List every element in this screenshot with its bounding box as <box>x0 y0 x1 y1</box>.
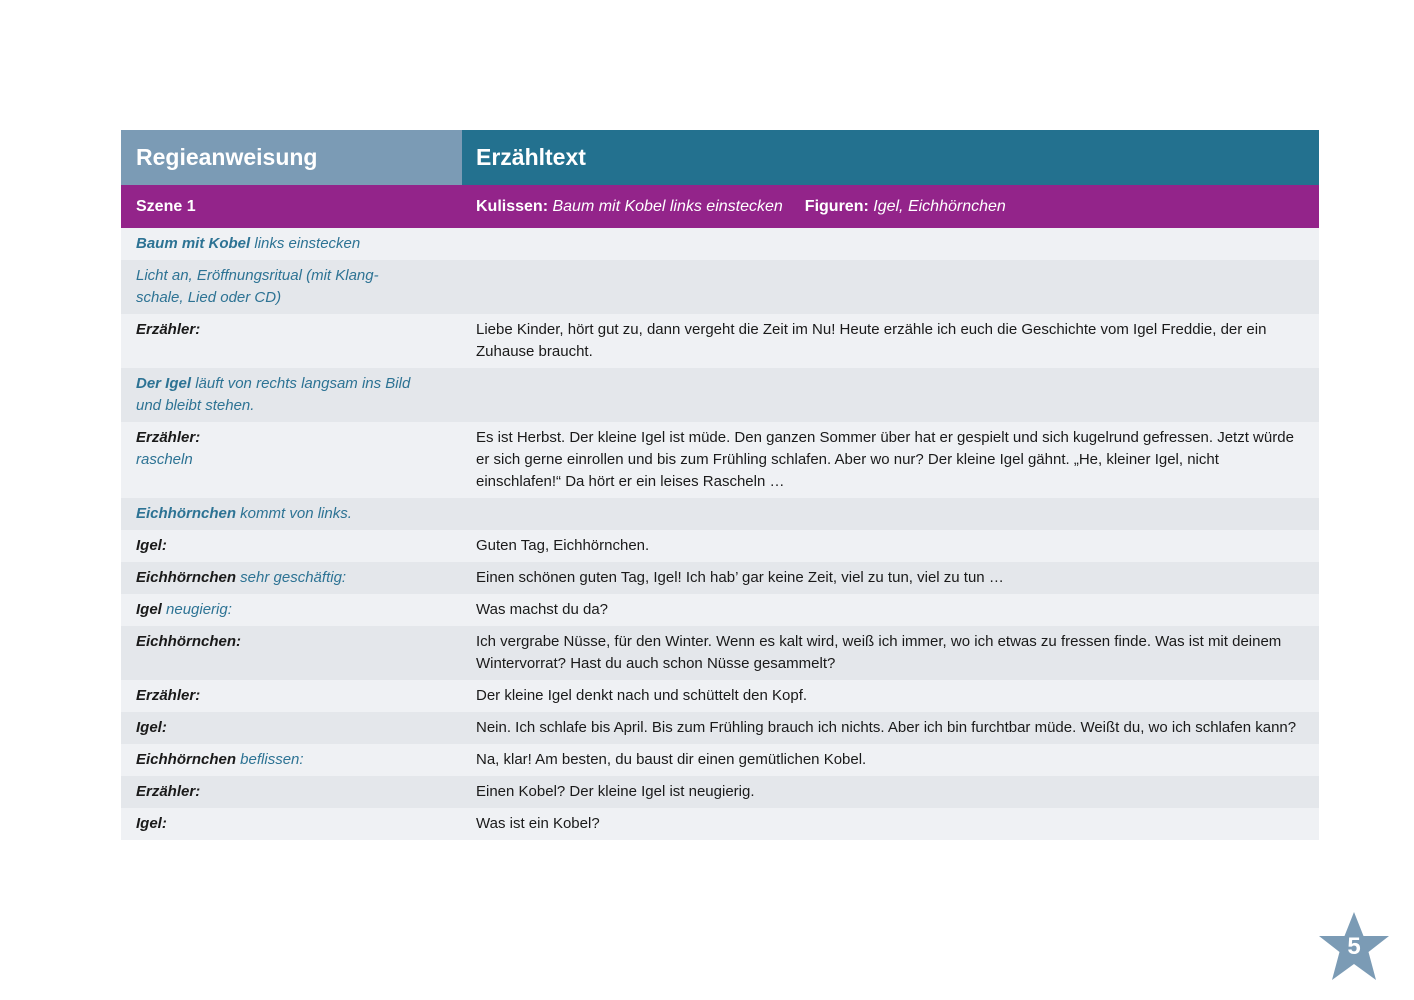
table-row <box>121 776 1319 808</box>
script-table <box>121 130 1319 840</box>
direction-cell <box>121 808 462 840</box>
direction-cell <box>121 712 462 744</box>
direction-cell <box>121 260 462 314</box>
narrative-cell: Einen schönen guten Tag, Igel! Ich hab’ gar keine Zeit, viel zu tun, viel zu tun … <box>476 569 1004 586</box>
narrative-cell <box>462 368 1319 422</box>
speaker-label: Eichhörnchen <box>136 569 237 586</box>
direction-cell <box>121 422 462 498</box>
speaker-label: Igel <box>136 601 162 618</box>
direction-cell <box>121 680 462 712</box>
speaker-label: Erzähler: <box>136 321 201 338</box>
narrative-cell <box>462 260 1319 314</box>
speaker-label: Erzähler: <box>136 687 201 704</box>
speaker-label: Igel: <box>136 719 167 736</box>
direction-cell <box>121 744 462 776</box>
figuren-value: Igel, Eichhörnchen <box>873 197 1006 215</box>
table-row <box>121 498 1319 530</box>
narrative-cell: Guten Tag, Eichhörnchen. <box>476 537 650 554</box>
stage-direction: neugierig: <box>161 601 232 618</box>
stage-direction: und bleibt stehen. <box>136 397 255 414</box>
kulissen-value: Baum mit Kobel links einstecken <box>552 197 783 215</box>
table-row <box>121 562 1319 594</box>
stage-direction: Licht an, Eröffnungsritual (mit Klang- <box>136 267 379 284</box>
narrative-cell: Einen Kobel? Der kleine Igel ist neugierig. <box>476 783 755 800</box>
table-row <box>121 808 1319 840</box>
narrative-cell <box>462 498 1319 530</box>
stage-direction: links einstecken <box>250 235 361 252</box>
scene-header <box>121 185 1319 228</box>
direction-cell <box>121 776 462 808</box>
narrative-cell: Ich vergrabe Nüsse, für den Winter. Wenn es kalt wird, weiß ich immer, wo ich etwas zu fressen finde. Was ist mit deinem Wintervorrat? Hast du auch schon Nüsse gesammelt? <box>476 633 1282 672</box>
table-row <box>121 368 1319 422</box>
table-row <box>121 712 1319 744</box>
stage-direction: sehr geschäftig: <box>236 569 347 586</box>
speaker-label: Eichhörnchen: <box>136 633 242 650</box>
narrative-cell: Was machst du da? <box>476 601 609 618</box>
direction-cell <box>121 594 462 626</box>
narrative-cell: Nein. Ich schlafe bis April. Bis zum Frühling brauch ich nichts. Aber ich bin furchtbar müde. Weißt du, wo ich schlafen kann? <box>476 719 1297 736</box>
table-row <box>121 228 1319 260</box>
speaker-label: Eichhörnchen <box>136 751 237 768</box>
stage-direction: läuft von rechts langsam ins Bild <box>191 375 411 392</box>
narrative-cell: Was ist ein Kobel? <box>476 815 600 832</box>
stage-direction: kommt von links. <box>236 505 352 522</box>
page-number: 5 <box>1347 933 1361 960</box>
table-row <box>121 744 1319 776</box>
direction-cell <box>121 626 462 680</box>
table-row <box>121 626 1319 680</box>
column-header-erzaehltext: Erzähltext <box>462 130 1319 185</box>
speaker-label: Igel: <box>136 537 167 554</box>
table-row <box>121 594 1319 626</box>
stage-direction-subject: Der Igel <box>136 375 192 392</box>
stage-direction: schale, Lied oder CD) <box>136 289 282 306</box>
direction-cell <box>121 368 462 422</box>
table-row <box>121 260 1319 314</box>
direction-cell <box>121 498 462 530</box>
direction-cell <box>121 228 462 260</box>
column-header-regieanweisung: Regieanweisung <box>121 130 462 185</box>
stage-direction-subject: Baum mit Kobel <box>136 235 251 252</box>
kulissen-label: Kulissen: <box>476 197 549 215</box>
figuren-label: Figuren: <box>804 197 869 215</box>
scene-details <box>462 185 1319 228</box>
table-row <box>121 530 1319 562</box>
narrative-cell <box>462 228 1319 260</box>
speaker-label: Erzähler: <box>136 429 201 446</box>
table-row <box>121 680 1319 712</box>
direction-cell <box>121 314 462 368</box>
stage-direction: beflissen: <box>236 751 304 768</box>
scene-label: Szene 1 <box>136 197 196 215</box>
narrative-cell: Na, klar! Am besten, du baust dir einen gemütlichen Kobel. <box>476 751 867 768</box>
table-row <box>121 422 1319 498</box>
narrative-cell: Der kleine Igel denkt nach und schüttelt den Kopf. <box>476 687 808 704</box>
speaker-label: Erzähler: <box>136 783 201 800</box>
direction-cell <box>121 530 462 562</box>
speaker-label: Igel: <box>136 815 167 832</box>
table-header <box>121 130 1319 185</box>
direction-cell <box>121 562 462 594</box>
narrative-cell: Liebe Kinder, hört gut zu, dann vergeht die Zeit im Nu! Heute erzähle ich euch die Geschichte vom Igel Freddie, der ein Zuhause braucht. <box>476 321 1267 360</box>
narrative-cell: Es ist Herbst. Der kleine Igel ist müde. Den ganzen Sommer über hat er gespielt und sich kugelrund gefressen. Jetzt würde er sich gerne einrollen und bis zum Frühling schlafen. Aber wo nur? Der kleine Igel gähnt. „He, kleiner Igel, nicht einschlafen!“ Da hört er ein leises Rascheln … <box>476 429 1294 490</box>
table-row <box>121 314 1319 368</box>
stage-direction-subject: Eichhörnchen <box>136 505 237 522</box>
stage-direction: rascheln <box>136 451 193 468</box>
